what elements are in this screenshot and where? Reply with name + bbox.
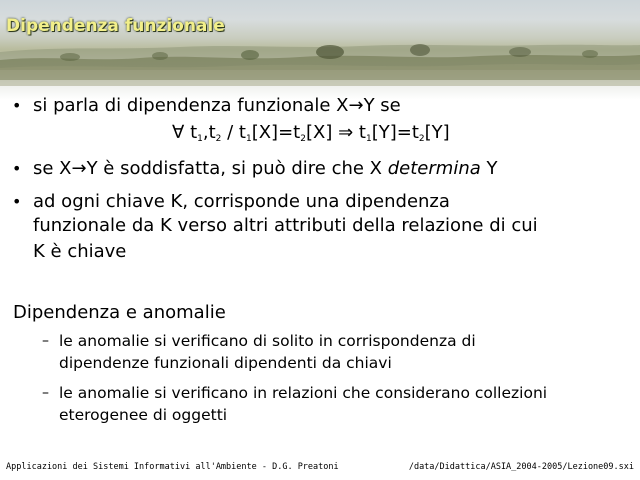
landscape-image [0, 0, 640, 100]
footer-right: /data/Didattica/ASIA_2004-2005/Lezione09.sxi [408, 462, 634, 472]
sub-item-2-line-2: eterogenee di oggetti [59, 406, 228, 424]
bullet-3-line-1: ad ogni chiave K, corrisponde una dipendenza [33, 191, 450, 212]
dash-icon: – [42, 385, 49, 401]
sub-item-1-line-1: le anomalie si verificano di solito in corrispondenza di [59, 332, 476, 350]
bullet-3-line-3: K è chiave [33, 241, 127, 262]
slide-title: Dipendenza funzionale [6, 16, 225, 36]
bullet-3-line-2: funzionale da K verso altri attributi della relazione di cui [33, 215, 538, 236]
sub-item-1-line-2: dipendenze funzionali dipendenti da chiavi [59, 354, 392, 372]
header-banner [0, 0, 640, 100]
dependency-formula: ∀ $t_1,t_2 / t_1[X]=t_2[X]$ ⇒ $t_1[Y]=t_2[Y]$ [172, 122, 450, 144]
bullet-icon: • [12, 96, 22, 115]
implies-symbol: ⇒ [332, 122, 359, 143]
bullet-1-text: si parla di dipendenza funzionale X→Y se [33, 95, 401, 116]
sub-item-2-line-1: le anomalie si verificano in relazioni che considerano collezioni [59, 384, 548, 402]
bullet-icon: • [12, 192, 22, 211]
bullet-icon: • [12, 159, 22, 178]
forall-symbol: ∀ [172, 122, 185, 143]
dash-icon: – [42, 333, 49, 349]
bullet-2-text: se X→Y è soddisfatta, si può dire che X determina Y [33, 158, 498, 179]
footer-left: Applicazioni dei Sistemi Informativi all'Ambiente - D.G. Preatoni [6, 462, 339, 472]
section-title: Dipendenza e anomalie [13, 302, 226, 323]
bullet-2-emphasis: determina [387, 158, 481, 179]
